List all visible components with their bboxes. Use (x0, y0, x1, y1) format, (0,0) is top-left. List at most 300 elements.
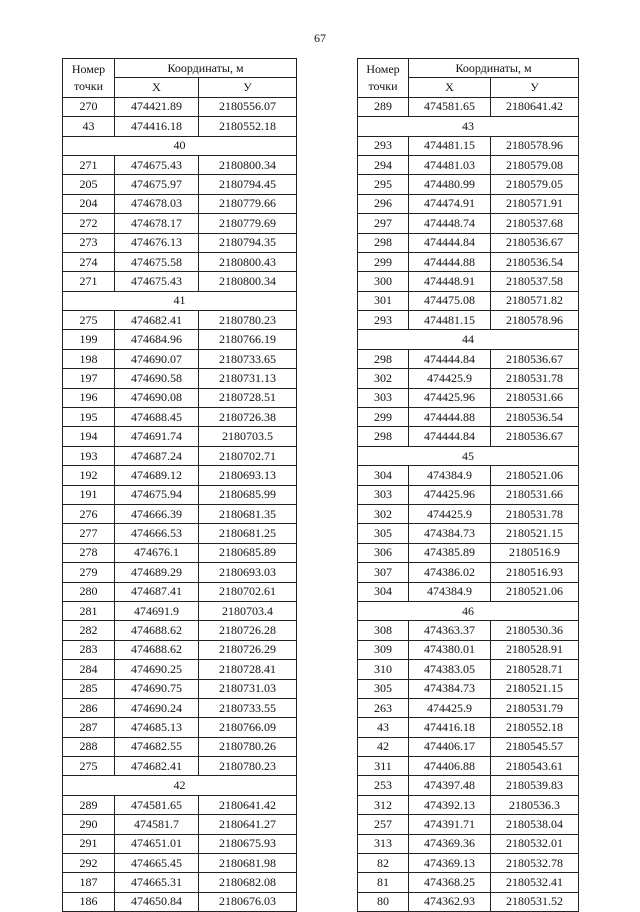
point-number-cell: 307 (358, 563, 409, 582)
point-number-cell: 193 (63, 446, 115, 465)
table-row (358, 175, 579, 194)
table-row (358, 563, 579, 582)
x-coordinate-cell: 474425.96 (409, 388, 491, 407)
table-row (63, 621, 297, 640)
point-number-cell: 276 (63, 504, 115, 523)
point-number-cell: 285 (63, 679, 115, 698)
x-coordinate-cell: 474380.01 (409, 640, 491, 659)
contour-group-row (358, 446, 579, 465)
point-number-header-line2: точки (368, 78, 398, 93)
table-row (358, 854, 579, 873)
x-coordinate-cell: 474685.13 (115, 718, 199, 737)
table-row (63, 117, 297, 136)
x-coordinate-cell: 474474.91 (409, 194, 491, 213)
y-coordinate-cell: 2180536.3 (491, 795, 579, 814)
x-coordinate-cell: 474581.65 (409, 97, 491, 116)
y-coordinate-cell: 2180800.43 (199, 252, 297, 271)
x-coordinate-cell: 474675.97 (115, 175, 199, 194)
x-coordinate-cell: 474421.89 (115, 97, 199, 116)
y-coordinate-cell: 2180693.03 (199, 563, 297, 582)
table-row (63, 524, 297, 543)
point-number-cell: 296 (358, 194, 409, 213)
x-coordinate-cell: 474384.73 (409, 679, 491, 698)
table-body-left (63, 97, 297, 911)
x-coordinate-cell: 474406.17 (409, 737, 491, 756)
table-row (63, 408, 297, 427)
point-number-cell: 42 (358, 737, 409, 756)
y-coordinate-cell: 2180800.34 (199, 272, 297, 291)
x-coordinate-cell: 474416.18 (115, 117, 199, 136)
y-coordinate-cell: 2180531.52 (491, 892, 579, 911)
y-coordinate-cell: 2180702.61 (199, 582, 297, 601)
y-coordinate-cell: 2180682.08 (199, 873, 297, 892)
table-row (358, 136, 579, 155)
table-row (63, 272, 297, 291)
table-row (358, 427, 579, 446)
x-coordinate-cell: 474675.58 (115, 252, 199, 271)
point-number-cell: 284 (63, 660, 115, 679)
y-coordinate-cell: 2180703.5 (199, 427, 297, 446)
x-coordinate-cell: 474444.84 (409, 349, 491, 368)
point-number-cell: 280 (63, 582, 115, 601)
point-number-cell: 299 (358, 252, 409, 271)
y-coordinate-cell: 2180681.35 (199, 504, 297, 523)
table-row (63, 349, 297, 368)
y-coordinate-cell: 2180726.29 (199, 640, 297, 659)
point-number-cell: 302 (358, 504, 409, 523)
point-number-cell: 308 (358, 621, 409, 640)
y-coordinate-cell: 2180641.42 (491, 97, 579, 116)
x-coordinate-cell: 474362.93 (409, 892, 491, 911)
y-coordinate-cell: 2180528.71 (491, 660, 579, 679)
table-row (63, 97, 297, 116)
table-row (358, 582, 579, 601)
x-coordinate-cell: 474444.88 (409, 408, 491, 427)
x-coordinate-cell: 474650.84 (115, 892, 199, 911)
y-coordinate-cell: 2180726.28 (199, 621, 297, 640)
point-number-cell: 299 (358, 408, 409, 427)
table-row (358, 543, 579, 562)
point-number-cell: 293 (358, 136, 409, 155)
y-coordinate-cell: 2180537.68 (491, 214, 579, 233)
x-coordinate-cell: 474688.62 (115, 640, 199, 659)
point-number-cell: 272 (63, 214, 115, 233)
coordinates-table-right (357, 58, 579, 912)
y-coordinate-cell: 2180579.08 (491, 155, 579, 174)
point-number-cell: 291 (63, 834, 115, 853)
point-number-header (63, 59, 115, 98)
point-number-cell: 312 (358, 795, 409, 814)
table-row (63, 892, 297, 911)
point-number-header-line2: точки (73, 78, 104, 93)
y-coordinate-cell: 2180681.98 (199, 854, 297, 873)
table-row (63, 854, 297, 873)
point-number-cell: 304 (358, 582, 409, 601)
table-row (63, 815, 297, 834)
y-coordinate-cell: 2180543.61 (491, 757, 579, 776)
y-coordinate-cell: 2180536.67 (491, 349, 579, 368)
x-coordinate-cell: 474386.02 (409, 563, 491, 582)
y-coordinate-cell: 2180693.13 (199, 466, 297, 485)
y-coordinate-cell: 2180531.66 (491, 388, 579, 407)
x-coordinate-cell: 474666.53 (115, 524, 199, 543)
table-row (358, 388, 579, 407)
point-number-cell: 204 (63, 194, 115, 213)
point-number-cell: 270 (63, 97, 115, 116)
table-row (358, 737, 579, 756)
point-number-cell: 194 (63, 427, 115, 446)
y-coordinate-cell: 2180681.25 (199, 524, 297, 543)
y-coordinate-cell: 2180536.67 (491, 427, 579, 446)
contour-number: 41 (63, 291, 297, 310)
table-row (63, 601, 297, 620)
point-number-cell: 205 (63, 175, 115, 194)
y-coordinate-cell: 2180530.36 (491, 621, 579, 640)
table-row (358, 524, 579, 543)
x-coordinate-cell: 474690.25 (115, 660, 199, 679)
y-coordinate-cell: 2180536.54 (491, 252, 579, 271)
table-row (63, 155, 297, 174)
x-coordinate-cell: 474448.74 (409, 214, 491, 233)
y-coordinate-cell: 2180641.42 (199, 795, 297, 814)
y-coordinate-cell: 2180675.93 (199, 834, 297, 853)
table-row (358, 485, 579, 504)
y-coordinate-cell: 2180702.71 (199, 446, 297, 465)
point-number-cell: 43 (63, 117, 115, 136)
contour-number: 42 (63, 776, 297, 795)
x-coordinate-cell: 474425.9 (409, 698, 491, 717)
x-coordinate-cell: 474369.13 (409, 854, 491, 873)
coordinates-header: Координаты, м (409, 59, 579, 78)
table-row (63, 718, 297, 737)
point-number-cell: 289 (358, 97, 409, 116)
point-number-cell: 191 (63, 485, 115, 504)
point-number-cell: 80 (358, 892, 409, 911)
x-coordinate-cell: 474384.9 (409, 582, 491, 601)
y-coordinate-cell: 2180703.4 (199, 601, 297, 620)
point-number-cell: 81 (358, 873, 409, 892)
y-coordinate-cell: 2180552.18 (491, 718, 579, 737)
point-number-cell: 305 (358, 524, 409, 543)
point-number-header (358, 59, 409, 98)
y-coordinate-cell: 2180539.83 (491, 776, 579, 795)
point-number-cell: 263 (358, 698, 409, 717)
x-coordinate-cell: 474369.36 (409, 834, 491, 853)
contour-number: 40 (63, 136, 297, 155)
x-coordinate-cell: 474384.73 (409, 524, 491, 543)
x-coordinate-cell: 474392.13 (409, 795, 491, 814)
table-row (358, 873, 579, 892)
contour-number: 45 (358, 446, 579, 465)
point-number-cell: 271 (63, 155, 115, 174)
y-coordinate-cell: 2180536.67 (491, 233, 579, 252)
table-row (63, 427, 297, 446)
table-row (63, 194, 297, 213)
table-row (358, 214, 579, 233)
x-coordinate-cell: 474687.41 (115, 582, 199, 601)
y-coordinate-cell: 2180766.09 (199, 718, 297, 737)
y-coordinate-cell: 2180578.96 (491, 136, 579, 155)
table-row (358, 369, 579, 388)
point-number-cell: 281 (63, 601, 115, 620)
y-coordinate-cell: 2180531.78 (491, 504, 579, 523)
point-number-cell: 298 (358, 233, 409, 252)
contour-group-row (358, 330, 579, 349)
y-coordinate-cell: 2180516.9 (491, 543, 579, 562)
point-number-cell: 287 (63, 718, 115, 737)
page-number: 67 (314, 31, 326, 45)
table-row (358, 660, 579, 679)
point-number-cell: 310 (358, 660, 409, 679)
x-coordinate-cell: 474651.01 (115, 834, 199, 853)
y-coordinate-cell: 2180733.55 (199, 698, 297, 717)
contour-group-row (63, 136, 297, 155)
x-coordinate-cell: 474425.96 (409, 485, 491, 504)
point-number-cell: 288 (63, 737, 115, 756)
y-coordinate-cell: 2180733.65 (199, 349, 297, 368)
x-coordinate-cell: 474480.99 (409, 175, 491, 194)
y-coordinate-cell: 2180780.23 (199, 311, 297, 330)
x-coordinate-cell: 474676.1 (115, 543, 199, 562)
point-number-cell: 289 (63, 795, 115, 814)
table-row (63, 679, 297, 698)
table-row (63, 543, 297, 562)
x-coordinate-cell: 474690.75 (115, 679, 199, 698)
x-coordinate-cell: 474448.91 (409, 272, 491, 291)
x-coordinate-cell: 474690.07 (115, 349, 199, 368)
point-number-cell: 311 (358, 757, 409, 776)
x-coordinate-cell: 474581.65 (115, 795, 199, 814)
table-row (63, 504, 297, 523)
point-number-cell: 309 (358, 640, 409, 659)
y-coordinate-cell: 2180571.91 (491, 194, 579, 213)
y-coordinate-cell: 2180779.66 (199, 194, 297, 213)
table-row (358, 97, 579, 116)
table-row (63, 388, 297, 407)
x-coordinate-cell: 474691.9 (115, 601, 199, 620)
table-row (63, 214, 297, 233)
x-coordinate-cell: 474397.48 (409, 776, 491, 795)
x-coordinate-cell: 474682.55 (115, 737, 199, 756)
x-coordinate-cell: 474384.9 (409, 466, 491, 485)
point-number-cell: 195 (63, 408, 115, 427)
table-row (63, 369, 297, 388)
point-number-cell: 277 (63, 524, 115, 543)
x-coordinate-cell: 474368.25 (409, 873, 491, 892)
table-row (358, 252, 579, 271)
x-coordinate-cell: 474444.88 (409, 252, 491, 271)
y-coordinate-cell: 2180537.58 (491, 272, 579, 291)
y-coordinate-cell: 2180641.27 (199, 815, 297, 834)
x-coordinate-cell: 474675.43 (115, 155, 199, 174)
y-coordinate-cell: 2180521.06 (491, 466, 579, 485)
y-coordinate-cell: 2180794.35 (199, 233, 297, 252)
x-coordinate-cell: 474678.03 (115, 194, 199, 213)
table-row (63, 330, 297, 349)
point-number-cell: 275 (63, 311, 115, 330)
x-coordinate-cell: 474687.24 (115, 446, 199, 465)
point-number-cell: 196 (63, 388, 115, 407)
point-number-header-line1: Номер (366, 61, 400, 76)
x-coordinate-cell: 474666.39 (115, 504, 199, 523)
contour-number: 43 (358, 117, 579, 136)
y-coordinate-cell: 2180726.38 (199, 408, 297, 427)
y-coordinate-cell: 2180532.78 (491, 854, 579, 873)
coordinates-table-left (62, 58, 297, 912)
x-coordinate-cell: 474676.13 (115, 233, 199, 252)
contour-group-row (358, 601, 579, 620)
x-coordinate-cell: 474675.43 (115, 272, 199, 291)
x-coordinate-cell: 474688.62 (115, 621, 199, 640)
x-coordinate-cell: 474689.29 (115, 563, 199, 582)
x-coordinate-cell: 474475.08 (409, 291, 491, 310)
table-row (63, 311, 297, 330)
x-coordinate-cell: 474678.17 (115, 214, 199, 233)
x-coordinate-cell: 474383.05 (409, 660, 491, 679)
table-row (358, 640, 579, 659)
x-coordinate-cell: 474690.08 (115, 388, 199, 407)
x-coordinate-cell: 474444.84 (409, 233, 491, 252)
table-row (358, 892, 579, 911)
table-row (358, 408, 579, 427)
x-coordinate-cell: 474689.12 (115, 466, 199, 485)
table-row (63, 252, 297, 271)
table-row (358, 311, 579, 330)
point-number-cell: 199 (63, 330, 115, 349)
table-row (358, 698, 579, 717)
point-number-cell: 293 (358, 311, 409, 330)
y-coordinate-cell: 2180552.18 (199, 117, 297, 136)
table-row (358, 233, 579, 252)
x-coordinate-cell: 474391.71 (409, 815, 491, 834)
point-number-cell: 301 (358, 291, 409, 310)
point-number-cell: 300 (358, 272, 409, 291)
table-row (63, 834, 297, 853)
x-coordinate-cell: 474385.89 (409, 543, 491, 562)
table-row (63, 795, 297, 814)
table-row (358, 272, 579, 291)
table-row (358, 679, 579, 698)
y-coordinate-cell: 2180794.45 (199, 175, 297, 194)
x-coordinate-cell: 474690.58 (115, 369, 199, 388)
y-coordinate-cell: 2180521.06 (491, 582, 579, 601)
y-coordinate-cell: 2180766.19 (199, 330, 297, 349)
x-coordinate-cell: 474690.24 (115, 698, 199, 717)
y-column-header: У (491, 78, 579, 97)
table-row (358, 155, 579, 174)
x-coordinate-cell: 474425.9 (409, 504, 491, 523)
table-row (358, 291, 579, 310)
table-row (358, 466, 579, 485)
table-row (63, 660, 297, 679)
point-number-cell: 253 (358, 776, 409, 795)
table-row (63, 698, 297, 717)
point-number-cell: 192 (63, 466, 115, 485)
point-number-cell: 282 (63, 621, 115, 640)
y-coordinate-cell: 2180731.03 (199, 679, 297, 698)
x-coordinate-cell: 474688.45 (115, 408, 199, 427)
point-number-cell: 304 (358, 466, 409, 485)
table-row (63, 233, 297, 252)
x-coordinate-cell: 474481.15 (409, 136, 491, 155)
y-coordinate-cell: 2180532.01 (491, 834, 579, 853)
table-row (358, 504, 579, 523)
y-coordinate-cell: 2180800.34 (199, 155, 297, 174)
y-coordinate-cell: 2180685.99 (199, 485, 297, 504)
point-number-cell: 298 (358, 427, 409, 446)
table-row (358, 757, 579, 776)
point-number-cell: 303 (358, 485, 409, 504)
point-number-cell: 294 (358, 155, 409, 174)
table-row (63, 757, 297, 776)
table-row (63, 563, 297, 582)
table-row (358, 776, 579, 795)
table-row (358, 834, 579, 853)
x-coordinate-cell: 474581.7 (115, 815, 199, 834)
x-coordinate-cell: 474675.94 (115, 485, 199, 504)
table-row (63, 466, 297, 485)
point-number-cell: 313 (358, 834, 409, 853)
point-number-cell: 186 (63, 892, 115, 911)
point-number-cell: 278 (63, 543, 115, 562)
point-number-cell: 303 (358, 388, 409, 407)
table-row (358, 718, 579, 737)
y-coordinate-cell: 2180521.15 (491, 679, 579, 698)
x-coordinate-cell: 474481.15 (409, 311, 491, 330)
table-row (63, 446, 297, 465)
point-number-cell: 292 (63, 854, 115, 873)
y-column-header: У (199, 78, 297, 97)
point-number-cell: 295 (358, 175, 409, 194)
x-coordinate-cell: 474416.18 (409, 718, 491, 737)
point-number-cell: 187 (63, 873, 115, 892)
y-coordinate-cell: 2180538.04 (491, 815, 579, 834)
point-number-cell: 290 (63, 815, 115, 834)
point-number-cell: 286 (63, 698, 115, 717)
point-number-cell: 305 (358, 679, 409, 698)
point-number-cell: 297 (358, 214, 409, 233)
x-column-header: X (115, 78, 199, 97)
y-coordinate-cell: 2180780.26 (199, 737, 297, 756)
x-coordinate-cell: 474682.41 (115, 757, 199, 776)
table-row (358, 621, 579, 640)
point-number-cell: 279 (63, 563, 115, 582)
y-coordinate-cell: 2180779.69 (199, 214, 297, 233)
y-coordinate-cell: 2180731.13 (199, 369, 297, 388)
table-row (63, 640, 297, 659)
y-coordinate-cell: 2180516.93 (491, 563, 579, 582)
y-coordinate-cell: 2180728.51 (199, 388, 297, 407)
x-coordinate-cell: 474665.45 (115, 854, 199, 873)
coordinates-header: Координаты, м (115, 59, 297, 78)
x-coordinate-cell: 474363.37 (409, 621, 491, 640)
x-coordinate-cell: 474425.9 (409, 369, 491, 388)
table-row (358, 194, 579, 213)
point-number-cell: 197 (63, 369, 115, 388)
contour-group-row (358, 117, 579, 136)
y-coordinate-cell: 2180676.03 (199, 892, 297, 911)
point-number-cell: 306 (358, 543, 409, 562)
x-column-header: X (409, 78, 491, 97)
table-row (63, 582, 297, 601)
y-coordinate-cell: 2180531.66 (491, 485, 579, 504)
y-coordinate-cell: 2180528.91 (491, 640, 579, 659)
y-coordinate-cell: 2180579.05 (491, 175, 579, 194)
table-row (63, 737, 297, 756)
y-coordinate-cell: 2180556.07 (199, 97, 297, 116)
point-number-cell: 273 (63, 233, 115, 252)
point-number-cell: 283 (63, 640, 115, 659)
